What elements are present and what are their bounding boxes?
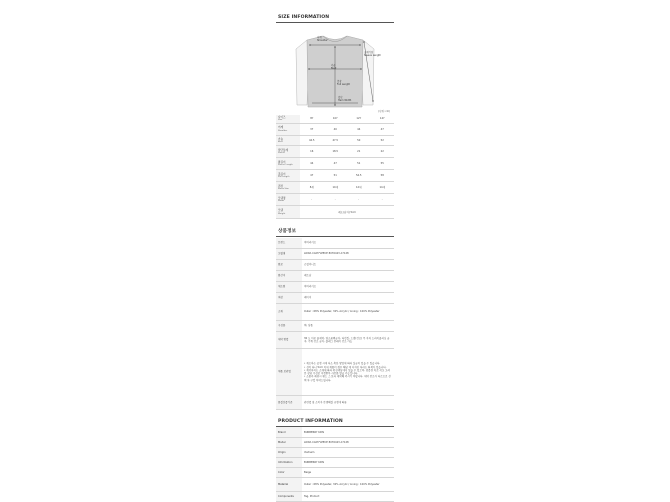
info-table-row xyxy=(276,467,394,477)
info-table-row xyxy=(276,238,394,249)
size-row-label-en: Size xyxy=(278,119,283,122)
size-row-label-en: Weight xyxy=(278,212,286,215)
info-row-value: 버버리키즈 xyxy=(302,238,394,249)
info-row-label: Color xyxy=(276,467,302,477)
size-table-row xyxy=(276,115,394,123)
size-row-label-ko: 사이즈 xyxy=(278,116,286,119)
size-cell: 14세 xyxy=(371,182,395,194)
hem-width-label: 밑단 Hem Width xyxy=(338,96,352,102)
size-row-label-ko: 권장 xyxy=(278,184,284,188)
info-row-label: Origin xyxy=(276,447,302,457)
bust-label: 가슴 Bust xyxy=(331,64,337,70)
info-row-value: • 제조하는 공정 시에 다소 축한 방향에 따라 실금이 있을 수 있습니다. • 선의 다니 5cm 이내 제품의 경우 해당 제 디자인 처리는 회색가 있습니다. • 제작하지는 소재에 따라 촉진색상에서 있을 수 있으며, 검증된 차로 식모 고려 분 상당 수선료 지정받아 사은품 발급 가능합니다. • 소품과 배전시 헨드 스 보라 세탁해 주시기 바랍니다. 세탁 분조가 다르므로 선택 후 구입 부탁드립니다. xyxy=(302,349,394,396)
info-row-label: Model xyxy=(276,437,302,447)
size-row-label-ko: 모델 xyxy=(278,209,284,213)
size-cell: 54.5 xyxy=(347,170,371,182)
info-row-label: 색상 xyxy=(276,293,302,304)
size-row-label-ko: 밑단둘레 xyxy=(278,148,289,152)
info-table-row xyxy=(276,427,394,437)
size-cell: 14Y xyxy=(371,115,395,123)
info-table-row xyxy=(276,271,394,282)
section-divider xyxy=(276,22,394,23)
garment-diagram xyxy=(276,23,394,109)
size-row-label-en: Full Length xyxy=(278,176,290,179)
size-table-row xyxy=(276,182,394,194)
info-row-label: 품질보증기준 xyxy=(276,396,302,410)
info-row-label: 제품 보관법 xyxy=(276,349,302,396)
info-row-label: 소재 xyxy=(276,304,302,321)
product-info-en-title: PRODUCT INFORMATION xyxy=(278,419,343,425)
size-cell: 51 xyxy=(347,158,371,170)
section-divider xyxy=(276,426,394,427)
size-cell: 51 xyxy=(324,170,348,182)
info-row-label: Brand xyxy=(276,427,302,437)
info-row-value: 택, 상품 xyxy=(302,321,394,332)
size-row-label-en: Korea Size xyxy=(278,188,289,191)
size-cell: 47 xyxy=(324,158,348,170)
size-row-header xyxy=(276,158,300,170)
info-row-value: Vietnam xyxy=(302,447,394,457)
info-row-value: 관련법 및 소비자 분쟁해결 규정에 따름 xyxy=(302,396,394,410)
info-row-label: Components xyxy=(276,491,302,501)
size-cell: 44.5 xyxy=(300,135,324,146)
size-cell: 10세 xyxy=(324,182,348,194)
size-row-label-en: Model xyxy=(278,200,285,203)
size-row-header xyxy=(276,182,300,194)
size-cell: 8Y xyxy=(300,115,324,123)
info-row-label: 세탁 방법 xyxy=(276,332,302,349)
size-cell: 12Y xyxy=(347,115,371,123)
info-table-row xyxy=(276,437,394,447)
size-cell: 40 xyxy=(324,123,348,135)
info-table-row xyxy=(276,457,394,467)
shoulder-label: 어깨 Shoulder xyxy=(317,36,328,42)
info-row-value: Beige xyxy=(302,467,394,477)
size-table-row xyxy=(276,158,394,170)
size-row-header xyxy=(276,170,300,182)
size-cell: 44 xyxy=(347,123,371,135)
size-cell: 10Y xyxy=(324,115,348,123)
info-row-label: 원료 xyxy=(276,260,302,271)
size-cell: 55 xyxy=(371,158,395,170)
size-table-row xyxy=(276,206,394,219)
size-cell: 22 xyxy=(371,146,395,158)
full-length-label: 총장 Full Length xyxy=(337,80,351,86)
size-cell: 18.5 xyxy=(324,146,348,158)
size-row-label-ko: 가슴 xyxy=(278,137,284,141)
size-cell: 배도(남자) 5cm xyxy=(300,206,394,219)
product-info-en-section xyxy=(276,419,394,502)
size-cell: - xyxy=(300,194,324,206)
info-table-row xyxy=(276,477,394,491)
info-row-value: BURBERRY KIDS xyxy=(302,427,394,437)
info-row-label: 제조원 xyxy=(276,282,302,293)
info-table-row xyxy=(276,304,394,321)
size-cell: 47 xyxy=(371,123,395,135)
info-row-value: 근협의니트 xyxy=(302,260,394,271)
size-cell: 37 xyxy=(300,123,324,135)
product-info-ko-table xyxy=(276,238,394,411)
info-table-row xyxy=(276,249,394,260)
info-row-value: 베이지 xyxy=(302,293,394,304)
info-table-row xyxy=(276,332,394,349)
product-detail-sheet xyxy=(276,15,394,502)
size-row-header xyxy=(276,123,300,135)
product-info-ko-section xyxy=(276,228,394,410)
info-row-label: 구성품 xyxy=(276,321,302,332)
size-row-label-ko: 어깨 xyxy=(278,126,284,130)
size-row-label-ko: 총길이 xyxy=(278,172,286,176)
info-table-row xyxy=(276,349,394,396)
size-cell: 47 xyxy=(300,170,324,182)
size-cell: 50 xyxy=(347,135,371,146)
info-row-label: 브랜드 xyxy=(276,238,302,249)
info-table-row xyxy=(276,447,394,457)
info-table-row xyxy=(276,396,394,410)
info-row-value: 버버리키즈 xyxy=(302,282,394,293)
size-cell: 16 xyxy=(300,146,324,158)
info-row-label: 원산지 xyxy=(276,271,302,282)
size-row-label-ko: 모델명 xyxy=(278,196,286,200)
size-cell: - xyxy=(347,194,371,206)
size-table xyxy=(276,115,394,219)
info-row-value: 베트남 xyxy=(302,271,394,282)
size-information-section xyxy=(276,15,394,219)
size-row-header xyxy=(276,115,300,123)
info-row-value: 30 도 미온 물세탁, 염소표백금지, 다림질, 드럼(건조) 무 자차 드라이클리닝 금지, 기계 건조 금지, 플래그 본래의 건조 가능 xyxy=(302,332,394,349)
unit-label: (단위: cm) xyxy=(378,110,390,114)
size-row-header xyxy=(276,135,300,146)
size-row-header xyxy=(276,206,300,219)
info-row-value: Outer : 68% Polyester, 32% Acrylic / Lining : 100% Polyester xyxy=(302,304,394,321)
info-row-value: BURBERRY KIDS xyxy=(302,457,394,467)
size-row-label-ko: 팔길이 xyxy=(278,160,286,164)
sleeve-length-label: 소매기장 Sleeve Length xyxy=(364,51,382,57)
size-row-label-en: Shoulder xyxy=(278,129,288,132)
size-cell: 12세 xyxy=(347,182,371,194)
size-row-header xyxy=(276,194,300,206)
size-row-label-en: Bust xyxy=(278,140,283,143)
info-row-value: LOWA CAM FLEECE 8076423 A7128 xyxy=(302,437,394,447)
info-row-value: Outer : 68% Polyester, 32% Acrylic / Lining : 100% Polyester xyxy=(302,477,394,491)
size-cell: 52 xyxy=(371,135,395,146)
section-divider xyxy=(276,236,394,237)
size-cell: 44 xyxy=(300,158,324,170)
product-info-en-table xyxy=(276,427,394,502)
info-table-row xyxy=(276,282,394,293)
size-cell: 47.5 xyxy=(324,135,348,146)
info-row-label: Information xyxy=(276,457,302,467)
size-cell: 8세 xyxy=(300,182,324,194)
info-row-label: 모델명 xyxy=(276,249,302,260)
info-row-value: LOWA CAM FLEECE 8076423 A7128 xyxy=(302,249,394,260)
size-cell: 21 xyxy=(347,146,371,158)
product-info-ko-title: 상품정보 xyxy=(278,229,297,235)
info-row-label: Material xyxy=(276,477,302,491)
size-information-title: SIZE INFORMATION xyxy=(278,15,330,20)
size-row-label-en: Sleeve Length xyxy=(278,164,293,167)
size-table-row xyxy=(276,194,394,206)
size-cell: - xyxy=(324,194,348,206)
size-table-row xyxy=(276,146,394,158)
size-table-row xyxy=(276,135,394,146)
size-cell: - xyxy=(371,194,395,206)
size-cell: 58 xyxy=(371,170,395,182)
info-table-row xyxy=(276,293,394,304)
size-table-row xyxy=(276,170,394,182)
size-row-label-en: Sleeve xyxy=(278,152,285,155)
info-row-value: Tag, Product xyxy=(302,491,394,501)
size-table-row xyxy=(276,123,394,135)
size-row-header xyxy=(276,146,300,158)
info-table-row xyxy=(276,321,394,332)
info-table-row xyxy=(276,260,394,271)
